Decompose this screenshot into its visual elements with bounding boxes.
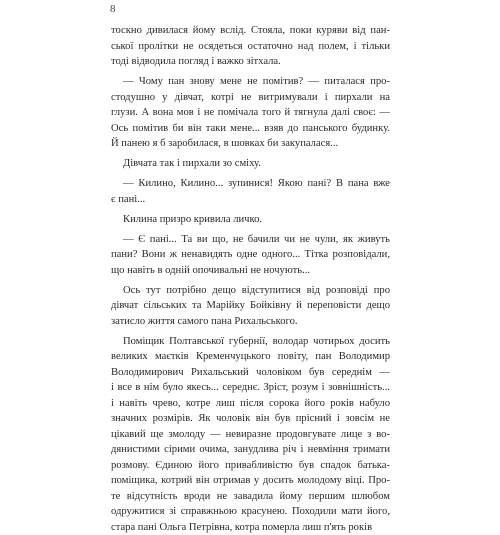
paragraph xyxy=(111,212,390,228)
text-line: ської пролітки не осядеться остаточно над полем, і тільки xyxy=(111,39,390,55)
paragraph xyxy=(111,232,390,279)
text-line: великих маєтків Кременчуцького повіту, пан Володимир xyxy=(111,349,390,365)
text-line: тоді відводила погляд і важко зітхала. xyxy=(111,54,390,70)
paragraph xyxy=(111,176,390,207)
text-line: — Чому пан знову мене не помітив? — питалася про- xyxy=(111,74,390,90)
text-line: що навіть в одній опочивальні не ночують... xyxy=(111,263,390,279)
text-line: Володимирович Рихальський чоловіком був середнім — xyxy=(111,365,390,381)
text-line: стодушно у дівчат, котрі не витримували і пирхали на xyxy=(111,90,390,106)
text-line: дянистими сірими очима, занудлива річ і невміння тримати xyxy=(111,442,390,458)
paragraph xyxy=(111,23,390,70)
text-line: пани? Вони ж ненавидять одне одного... Тітка розповідали, xyxy=(111,247,390,263)
text-line: Ось помітив би він таки мене... взяв до панського будинку. xyxy=(111,121,390,137)
text-line: — Є пані... Та ви що, не бачили чи не чули, як живуть xyxy=(111,232,390,248)
text-line: є пані... xyxy=(111,192,390,208)
text-line: цікавий ще змолоду — невиразне продовгувате лице з во- xyxy=(111,427,390,443)
text-line: те відсутність вроди не завадила йому першим шлюбом xyxy=(111,489,390,505)
paragraph xyxy=(111,156,390,172)
text-line: глузи. А вона мов і не помічала того й тягнула далі своє: — xyxy=(111,105,390,121)
text-line: Поміщик Полтавської губернії, володар чотирьох досить xyxy=(111,334,390,350)
text-line: дівчат сільських та Марійку Бойківну й переповісти дещо xyxy=(111,298,390,314)
page-number: 8 xyxy=(110,2,116,16)
text-line: тоскно дивилася йому вслід. Стояла, поки куряви від пан- xyxy=(111,23,390,39)
text-line: і все в нім було якесь... середнє. Зріст, розум і зовнішність... xyxy=(111,380,390,396)
text-line: одружитися зі справжньою красунею. Походили мати його, xyxy=(111,504,390,520)
text-line: Килина призро кривила личко. xyxy=(111,212,390,228)
text-line: Й панею я б заробилася, в шовках би закупалася... xyxy=(111,136,390,152)
paragraph xyxy=(111,334,390,535)
text-line: розмову. Єдиною його привабливістю був спадок батька- xyxy=(111,458,390,474)
text-line: стара пані Ольга Петрівна, котра померла лиш п'ять років xyxy=(111,520,390,535)
text-line: — Килино, Килино... зупинися! Якою пані? В пана вже xyxy=(111,176,390,192)
text-line: Ось тут потрібно дещо відступитися від розповіді про xyxy=(111,283,390,299)
text-line: затисло життя самого пана Рихальського. xyxy=(111,314,390,330)
text-line: і навіть чрево, котре лиш після сорока його років набуло xyxy=(111,396,390,412)
paragraph xyxy=(111,74,390,152)
text-line: Дівчата так і пирхали зо сміху. xyxy=(111,156,390,172)
text-line: поміщика, котрий він отримав у досить молодому віці. Про- xyxy=(111,473,390,489)
text-line: значних розмірів. Як чоловік він був прісний і зовсім не xyxy=(111,411,390,427)
paragraph xyxy=(111,283,390,330)
body-text xyxy=(111,23,390,535)
